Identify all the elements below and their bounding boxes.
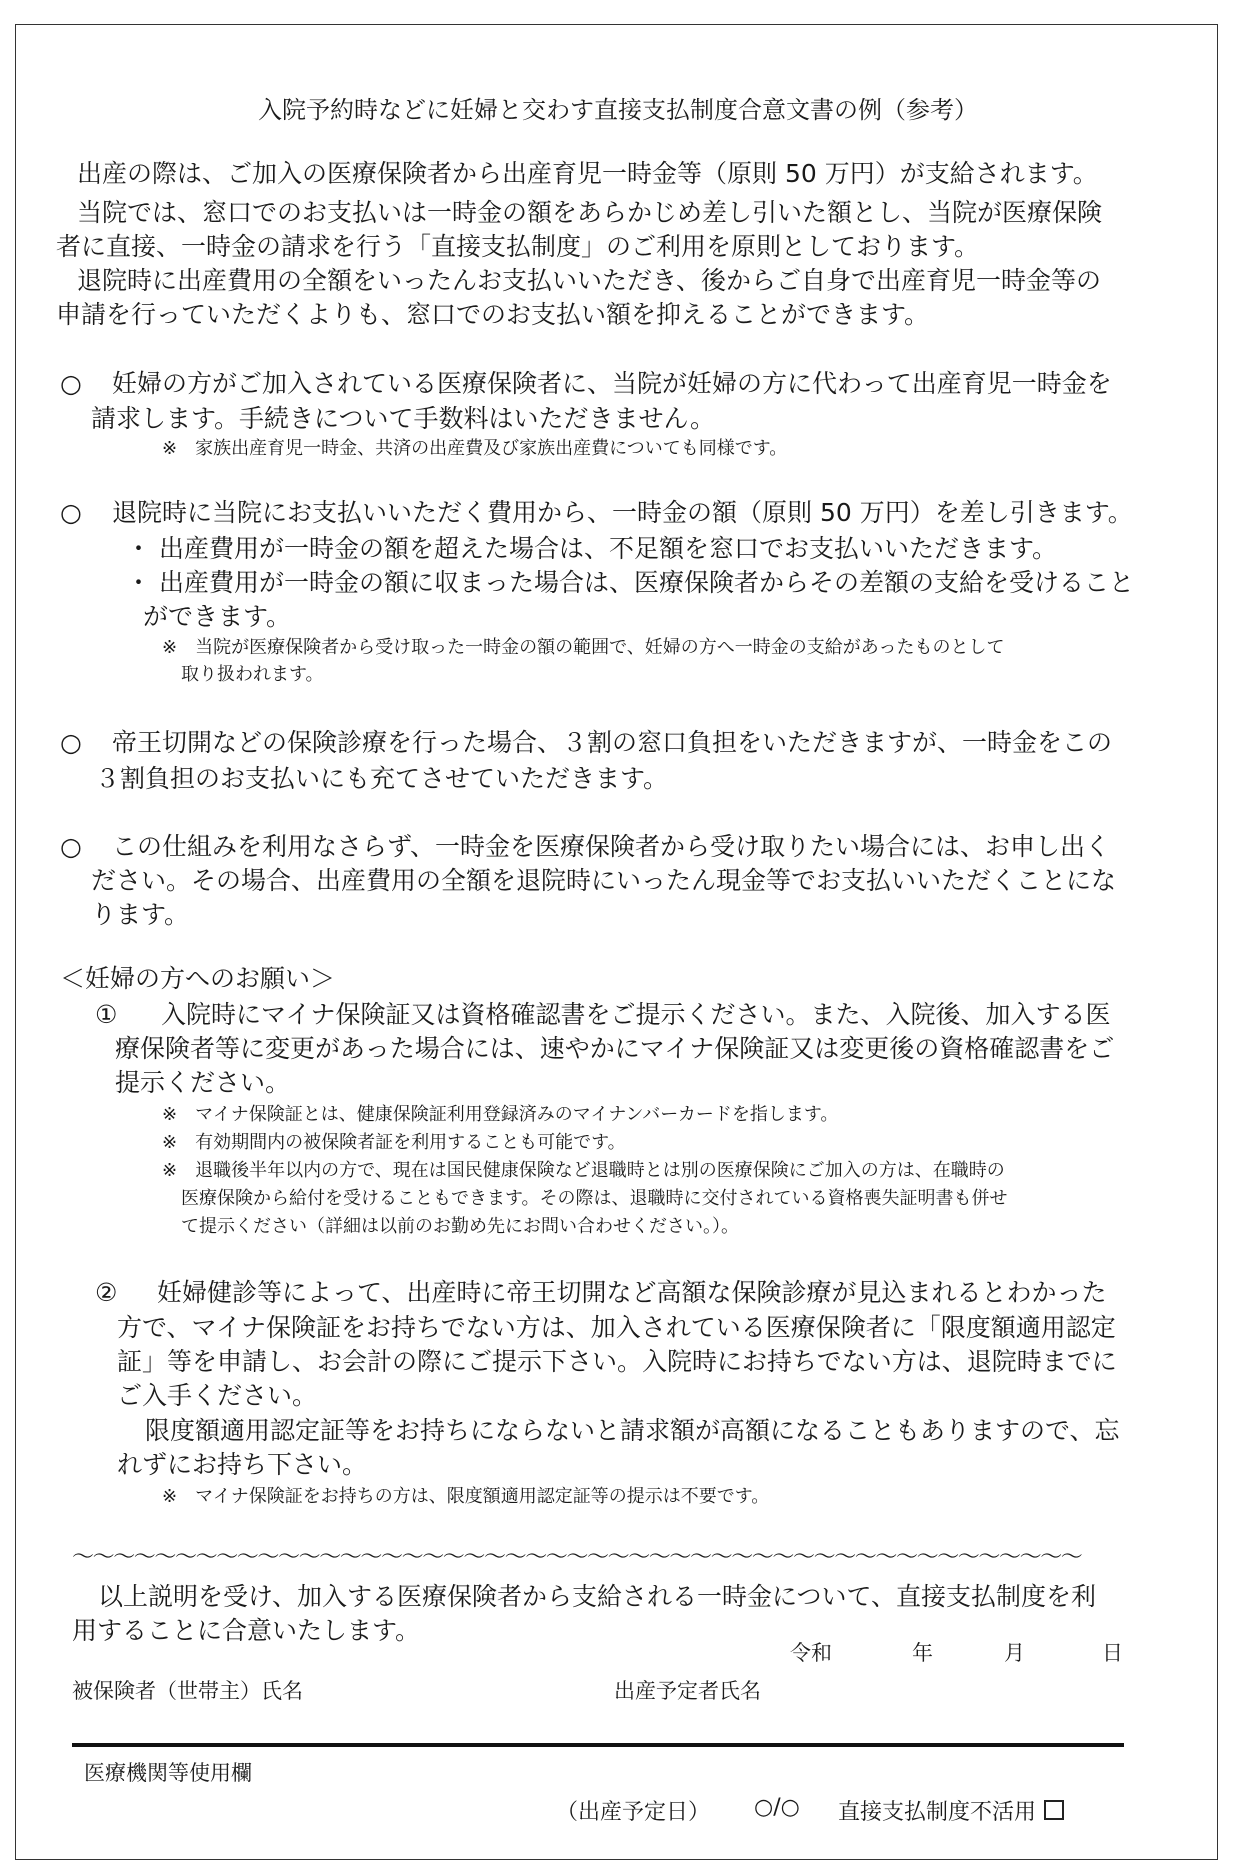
request2-line-4: ご入手ください。	[117, 1381, 318, 1410]
request1-line-1: 入院時にマイナ保険証又は資格確認書をご提示ください。また、入院後、加入する医	[161, 1000, 1111, 1029]
item2-bullet-1: ・ 出産費用が一時金の額を超えた場合は、不足額を窓口でお支払いいただきます。	[126, 534, 1057, 563]
optout-checkbox[interactable]	[1044, 1800, 1064, 1820]
request1-note-3-line-3: て提示ください（詳細は以前のお勤め先にお問い合わせください。）。	[181, 1216, 739, 1237]
due-date-value: ○/○	[754, 1795, 800, 1820]
request2-line-5: 限度額適用認定証等をお持ちにならないと請求額が高額になることもありますので、忘	[145, 1416, 1120, 1445]
date-day-label: 日	[1102, 1641, 1123, 1665]
item2-marker: ○	[60, 498, 82, 527]
facility-use-label: 医療機関等使用欄	[84, 1761, 252, 1785]
expectant-name-label: 出産予定者氏名	[614, 1679, 761, 1703]
section-rule	[72, 1743, 1124, 1747]
intro-line-5: 申請を行っていただくよりも、窓口でのお支払い額を抑えることができます。	[56, 300, 930, 329]
item4-line-2: ださい。その場合、出産費用の全額を退院時にいったん現金等でお支払いいただくことにな	[91, 866, 1117, 895]
consent-line-2: 用することに合意いたします。	[72, 1616, 421, 1645]
request1-note-1: ※ マイナ保険証とは、健康保険証利用登録済みのマイナンバーカードを指します。	[162, 1104, 839, 1125]
request2-line-3: 証」等を申請し、お会計の際にご提示下さい。入院時にお持ちでない方は、退院時までに	[117, 1347, 1117, 1376]
item2-bullet-2: ・ 出産費用が一時金の額に収まった場合は、医療保険者からその差額の支給を受けること	[126, 568, 1134, 597]
consent-line-1: 以上説明を受け、加入する医療保険者から支給される一時金について、直接支払制度を利	[98, 1582, 1097, 1611]
item1-line-1: 妊婦の方がご加入されている医療保険者に、当院が妊婦の方に代わって出産育児一時金を	[112, 369, 1112, 398]
item3-line-1: 帝王切開などの保険診療を行った場合、３割の窓口負担をいただきますが、一時金をこの	[112, 728, 1113, 757]
request1-note-2: ※ 有効期間内の被保険者証を利用することも可能です。	[162, 1132, 626, 1153]
item2-bullet-2-cont: ができます。	[143, 602, 292, 631]
item1-line-2: 請求します。手続きについて手数料はいただきません。	[91, 404, 716, 433]
request1-note-3-line-1: ※ 退職後半年以内の方で、現在は国民健康保険など退職時とは別の医療保険にご加入の方は、在職時の	[162, 1160, 1005, 1181]
wave-separator: ～～～～～～～～～～～～～～～～～～～～～～～～～～～～～～～～～～～～～～～～～～～～～～～～～	[72, 1545, 1082, 1570]
intro-line-2: 当院では、窓口でのお支払いは一時金の額をあらかじめ差し引いた額とし、当院が医療保険	[77, 198, 1103, 227]
item2-line-1: 退院時に当院にお支払いいただく費用から、一時金の額（原則 50 万円）を差し引きます。	[112, 498, 1133, 527]
request2-marker: ②	[95, 1278, 118, 1307]
requests-heading: ＜妊婦の方へのお願い＞	[60, 964, 336, 993]
item2-note-line-2: 取り扱われます。	[181, 664, 324, 685]
request1-line-2: 療保険者等に変更があった場合には、速やかにマイナ保険証又は変更後の資格確認書をご	[115, 1034, 1115, 1063]
date-era: 令和	[790, 1641, 832, 1665]
item2-note-line-1: ※ 当院が医療保険者から受け取った一時金の額の範囲で、妊婦の方へ一時金の支給があったものとして	[162, 637, 1005, 658]
due-date-label: （出産予定日）	[556, 1800, 711, 1825]
intro-line-4: 退院時に出産費用の全額をいったんお支払いいただき、後からご自身で出産育児一時金等の	[77, 266, 1102, 295]
item1-marker: ○	[60, 369, 82, 398]
request1-line-3: 提示ください。	[115, 1068, 291, 1097]
optout-row	[838, 1795, 1064, 1826]
item4-marker: ○	[60, 832, 82, 861]
item4-line-3: ります。	[91, 900, 190, 929]
date-year-label: 年	[912, 1641, 933, 1665]
item3-marker: ○	[60, 728, 82, 757]
request2-note: ※ マイナ保険証をお持ちの方は、限度額適用認定証等の提示は不要です。	[162, 1486, 770, 1507]
request1-note-3-line-2: 医療保険から給付を受けることもできます。その際は、退職時に交付されている資格喪失証明書も併せ	[181, 1188, 1008, 1209]
request2-line-2: 方で、マイナ保険証をお持ちでない方は、加入されている医療保険者に「限度額適用認定	[117, 1313, 1116, 1342]
item4-line-1: この仕組みを利用なさらず、一時金を医療保険者から受け取りたい場合には、お申し出く	[112, 832, 1111, 861]
document-title: 入院予約時などに妊婦と交わす直接支払制度合意文書の例（参考）	[258, 96, 978, 124]
item1-note: ※ 家族出産育児一時金、共済の出産費及び家族出産費についても同様です。	[162, 438, 788, 459]
intro-line-1: 出産の際は、ご加入の医療保険者から出産育児一時金等（原則 50 万円）が支給されます。	[77, 159, 1098, 188]
optout-label: 直接支払制度不活用	[838, 1800, 1037, 1825]
insured-name-label: 被保険者（世帯主）氏名	[72, 1679, 303, 1703]
request2-line-6: れずにお持ち下さい。	[117, 1450, 368, 1479]
intro-line-3: 者に直接、一時金の請求を行う「直接支払制度」のご利用を原則としております。	[56, 232, 980, 261]
item3-line-2: ３割負担のお支払いにも充てさせていただきます。	[95, 764, 669, 793]
date-month-label: 月	[1004, 1641, 1025, 1665]
request1-marker: ①	[95, 1000, 118, 1029]
request2-line-1: 妊婦健診等によって、出産時に帝王切開など高額な保険診療が見込まれるとわかった	[157, 1278, 1107, 1307]
